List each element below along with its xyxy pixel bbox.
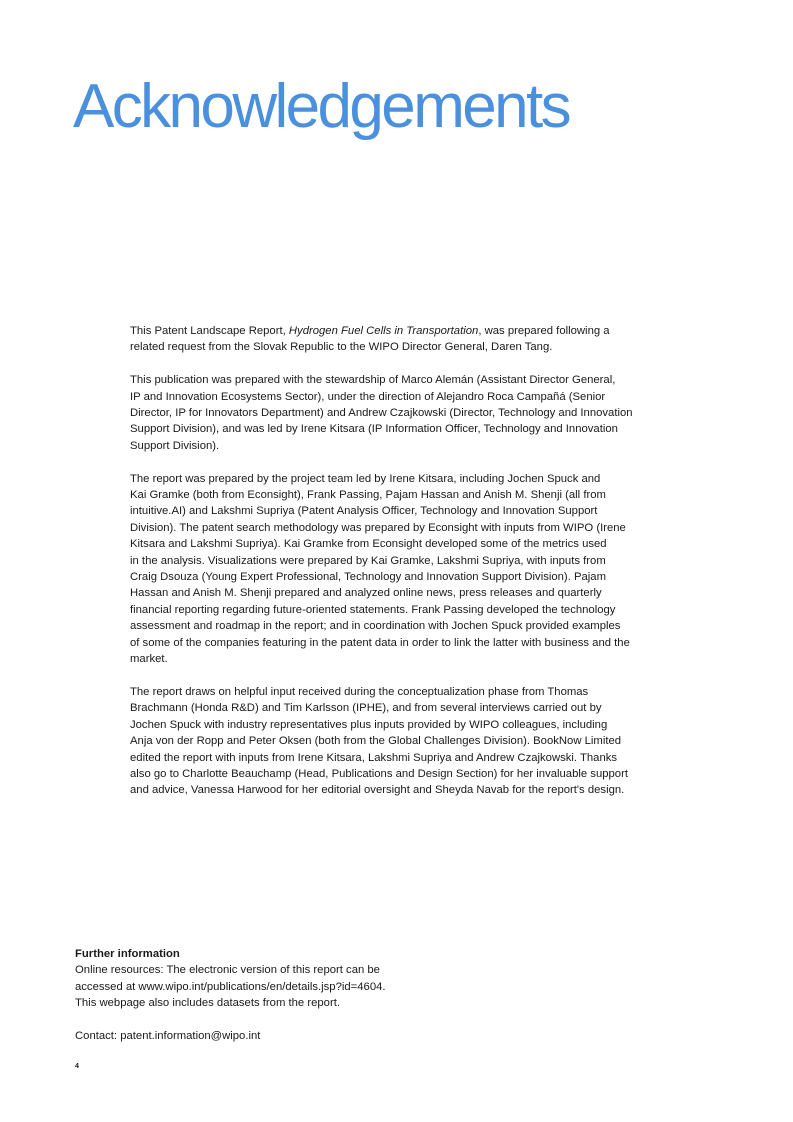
paragraph-line: edited the report with inputs from Irene Kitsara, Lakshmi Supriya and Andrew Czajkowski. Thanks [130,751,618,764]
acknowledgements-body [130,323,670,815]
paragraph-line: also go to Charlotte Beauchamp (Head, Publications and Design Section) for her invaluable support [130,767,628,780]
further-info-line: accessed at www.wipo.int/publications/en/details.jsp?id=4604. [75,980,386,993]
paragraph-line: Kitsara and Lakshmi Supriya). Kai Gramke from Econsight developed some of the metrics used [130,538,607,551]
paragraph-line: and advice, Vanessa Harwood for her editorial oversight and Sheyda Navab for the report's design. [130,784,625,797]
report-title: Hydrogen Fuel Cells in Transportation [288,325,479,337]
paragraph-line: Craig Dsouza (Young Expert Professional, Technology and Innovation Support Division). Pajam [130,571,606,584]
paragraph-line: This publication was prepared with the stewardship of Marco Alemán (Assistant Director General, [130,374,616,387]
paragraph-3 [130,471,670,668]
contact-line: Contact: patent.information@wipo.int [75,1030,261,1043]
paragraph-line: of some of the companies featuring in the patent data in order to link the latter with business and the [130,636,630,649]
paragraph-line: related request from the Slovak Republic to the WIPO Director General, Daren Tang. [130,341,553,354]
paragraph-line: The report draws on helpful input received during the conceptualization phase from Thomas [130,685,589,698]
further-information-heading: Further information [75,948,180,960]
paragraph-line: IP and Innovation Ecosystems Sector), under the direction of Alejandro Roca Campañá (Senior [130,390,606,403]
paragraph-line: The report was prepared by the project team led by Irene Kitsara, including Jochen Spuck and [130,472,601,485]
paragraph-line: assessment and roadmap in the report; and in coordination with Jochen Spuck provided examples [130,620,621,633]
paragraph-line: Director, IP for Innovators Department) and Andrew Czajkowski (Director, Technology and Innovation [130,407,633,420]
paragraph-line: Anja von der Ropp and Peter Oksen (both from the Global Challenges Division). BookNow Limited [130,735,622,748]
further-info-line: Online resources: The electronic version of this report can be [75,964,380,977]
page-title: Acknowledgements [73,72,570,141]
paragraph-1 [130,323,670,356]
paragraph-4 [130,684,670,799]
paragraph-line: Division). The patent search methodology was prepared by Econsight with inputs from WIPO (Irene [130,521,626,534]
paragraph-line: intuitive.AI) and Lakshmi Supriya (Patent Analysis Officer, Technology and Innovation Support [130,505,598,518]
paragraph-line: Kai Gramke (both from Econsight), Frank Passing, Pajam Hassan and Anish M. Shenji (all from [130,489,606,502]
paragraph-line: market. [130,653,168,666]
paragraph-line: Jochen Spuck with industry representatives plus inputs provided by WIPO colleagues, including [130,718,608,731]
paragraph-line: financial reporting regarding future-oriented statements. Frank Passing developed the technology [130,603,616,616]
further-info-line: This webpage also includes datasets from the report. [75,997,340,1010]
paragraph-line: This Patent Landscape Report, Hydrogen Fuel Cells in Transportation, was prepared following a [130,325,610,337]
page-number: 4 [75,1063,79,1070]
paragraph-line: Hassan and Anish M. Shenji prepared and analyzed online news, press releases and quarterly [130,587,602,600]
paragraph-line: Support Division). [130,439,220,452]
paragraph-line: Support Division), and was led by Irene Kitsara (IP Information Officer, Technology and Innovation [130,423,618,436]
paragraph-line: in the analysis. Visualizations were prepared by Kai Gramke, Lakshmi Supriya, with inputs from [130,554,606,567]
further-information [75,946,475,1044]
paragraph-2 [130,372,670,454]
paragraph-line: Brachmann (Honda R&D) and Tim Karlsson (IPHE), and from several interviews carried out by [130,702,602,715]
